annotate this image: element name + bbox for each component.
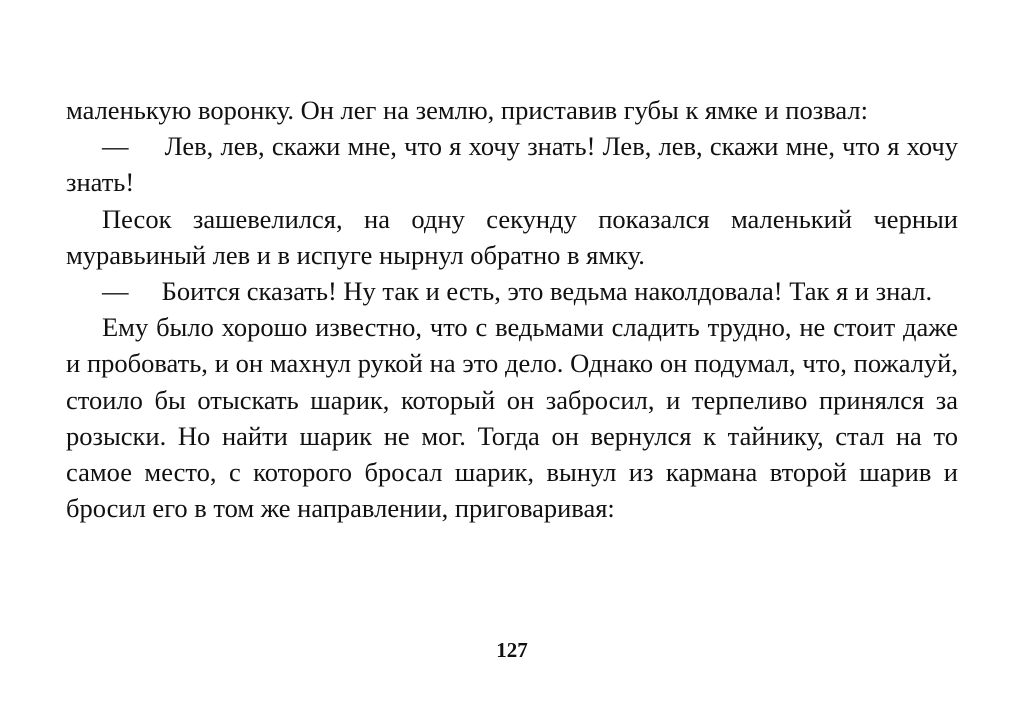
body-text [66,92,965,526]
paragraph-4-dialogue: — Боится сказать! Ну так и есть, это ведьма наколдовала! Так я и знал. [102,276,933,307]
paragraph-3: Песок зашевелился, на одну секунду показался маленький черныи муравьиный лев и в испуге нырнул обратно в ямку. [66,203,958,270]
page-number: 127 [496,638,528,662]
paragraph-2-dialogue: — Лев, лев, скажи мне, что я хочу знать! Лев, лев, скажи мне, что я хочу знать! [66,131,965,198]
paragraph-5: Ему было хорошо известно, что с ведьмами сладить трудно, не стоит даже и пробовать, и он махнул рукой на это дело. Однако он подумал, что, пожалуй, стоило бы отыскать шарик, который он забросил, и терпеливо принялся за розыски. Но найти шарик не мог. Тогда он вернулся к тайнику, стал на то самое место, с которого бросал шарик, вынул из кармана второй шарив и бросил его в том же направлении, приговаривая: [66,312,958,524]
paragraph-1: маленькую воронку. Он лег на землю, приставив губы к ямке и позвал: [66,95,868,125]
